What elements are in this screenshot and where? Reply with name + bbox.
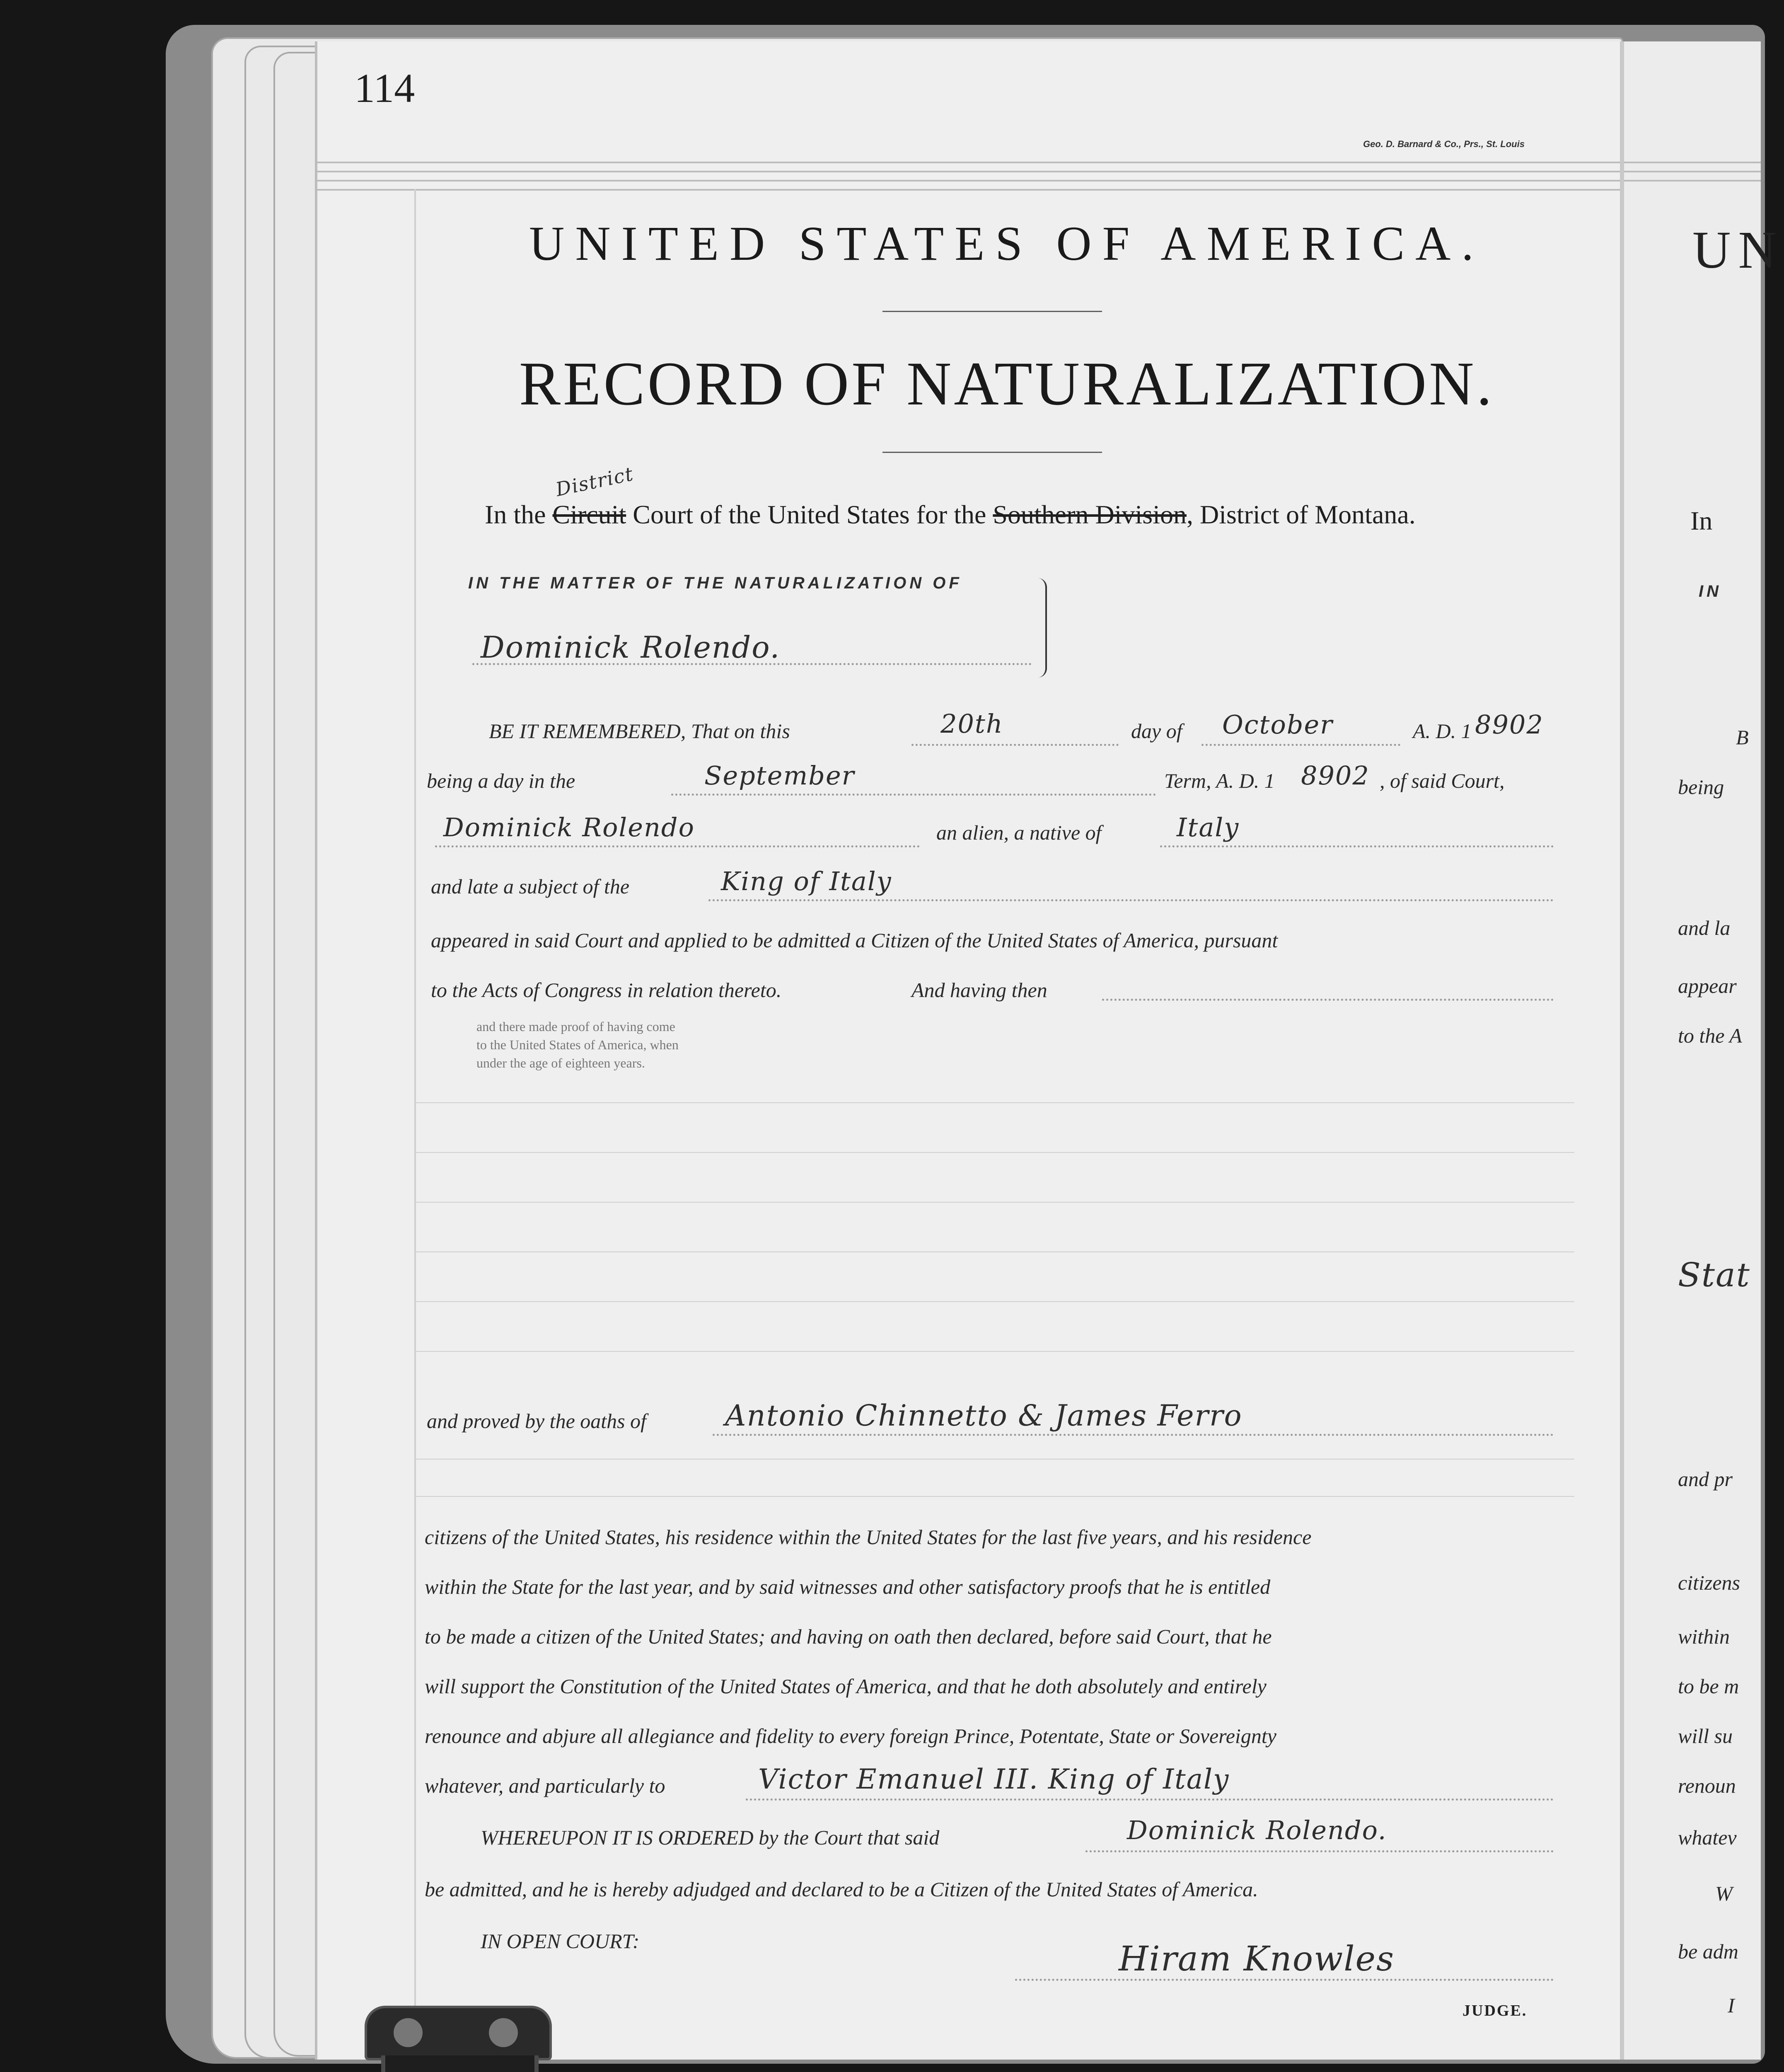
top-rule [315, 180, 1632, 182]
subject-underline [708, 899, 1554, 902]
next-page-will-su: will su [1678, 1724, 1733, 1748]
blank-line [414, 1202, 1574, 1203]
sovereign-value: Victor Emanuel III. King of Italy [758, 1763, 1230, 1795]
judge-label: JUDGE. [1462, 2002, 1528, 2019]
sovereign-underline [746, 1798, 1554, 1801]
next-page-matter: IN [1699, 582, 1722, 600]
next-page-to-the: to the A [1678, 1024, 1742, 1047]
witnesses-value: Antonio Chinnetto & James Ferro [725, 1399, 1243, 1433]
proof-note-line: to the United States of America, when [476, 1037, 679, 1052]
inserted-court-type: District [554, 462, 636, 501]
next-page-rule [1624, 162, 1761, 163]
blank-line [414, 1301, 1574, 1302]
having-then-underline [1102, 999, 1554, 1002]
next-page-in: In [1690, 506, 1713, 535]
open-court-label: IN OPEN COURT: [481, 1929, 640, 1953]
proof-note-line: under the age of eighteen years. [476, 1055, 645, 1070]
ordered-line-2: be admitted, and he is hereby adjudged and declared to be a Citizen of the United States of America. [425, 1878, 1258, 1901]
native-of-underline [1160, 845, 1554, 848]
judge-signature-line [1015, 1979, 1554, 1982]
heading-divider [882, 452, 1102, 453]
next-page-being: being [1678, 775, 1724, 799]
next-page-within: within [1678, 1625, 1730, 1648]
remembered-intro: BE IT REMEMBERED, That on this [489, 719, 790, 743]
next-page-whatev: whatev [1678, 1826, 1737, 1849]
body-line: citizens of the United States, his residence within the United States for the last five years, and his residence [425, 1525, 1312, 1549]
next-page-heading: UN [1692, 220, 1784, 279]
next-page-appear: appear [1678, 974, 1737, 997]
day-underline [911, 744, 1119, 747]
court-suffix: , District of Montana. [1186, 500, 1416, 529]
next-page [1620, 41, 1784, 2060]
of-said-court: , of said Court, [1380, 769, 1505, 792]
next-page-b: B [1736, 726, 1749, 749]
alien-name-underline [435, 845, 920, 848]
year-value: 8902 [1475, 709, 1544, 740]
term-value: September [704, 760, 855, 791]
next-page-to-be: to be m [1678, 1675, 1739, 1698]
ordered-name-value: Dominick Rolendo. [1127, 1815, 1387, 1845]
next-page-rule [1624, 180, 1761, 182]
blank-line [414, 1459, 1574, 1460]
binder-clip [365, 2006, 547, 2072]
left-margin-rule [414, 189, 416, 2050]
struck-division: Southern Division [993, 500, 1187, 529]
court-prefix: In the [485, 500, 546, 529]
next-page-and-la: and la [1678, 916, 1731, 939]
clip-hole [489, 2018, 518, 2047]
page-number: 114 [354, 65, 415, 111]
witnesses-underline [713, 1434, 1554, 1437]
whatever-label: whatever, and particularly to [425, 1774, 665, 1797]
an-alien-label: an alien, a native of [936, 821, 1102, 844]
month-underline [1201, 744, 1400, 747]
body-line: will support the Constitution of the United States of America, and that he doth absolutely and entirely [425, 1675, 1267, 1698]
applicant-name-underline [472, 663, 1032, 666]
matter-label: IN THE MATTER OF THE NATURALIZATION OF [468, 574, 962, 592]
heading-united-states: UNITED STATES OF AMERICA. [529, 216, 1484, 271]
next-page-w: W [1715, 1882, 1733, 1905]
top-rule [315, 189, 1632, 191]
native-of-value: Italy [1177, 812, 1240, 842]
printer-imprint: Geo. D. Barnard & Co., Prs., St. Louis [1363, 139, 1525, 149]
next-page-renoun: renoun [1678, 1774, 1736, 1797]
late-subject-label: and late a subject of the [431, 875, 630, 898]
ordered-underline [1085, 1850, 1554, 1853]
top-rule [315, 162, 1632, 163]
subject-value: King of Italy [721, 866, 892, 896]
term-underline [671, 794, 1156, 796]
clip-top [365, 2006, 552, 2060]
heading-divider [882, 311, 1102, 312]
acts-line: to the Acts of Congress in relation thereto. [431, 978, 782, 1002]
ordered-label: WHEREUPON IT IS ORDERED by the Court that said [481, 1826, 940, 1849]
clip-body [381, 2055, 539, 2072]
next-page-rule [1624, 171, 1761, 172]
judge-signature: Hiram Knowles [1119, 1939, 1395, 1979]
next-page-and-pr: and pr [1678, 1467, 1733, 1491]
next-page-stat: Stat [1678, 1256, 1750, 1294]
blank-line [414, 1496, 1574, 1497]
struck-court-type: Circuit [552, 500, 626, 529]
month-value: October [1222, 709, 1333, 740]
body-line: renounce and abjure all allegiance and fidelity to every foreign Prince, Potentate, State or Sovereignty [425, 1724, 1276, 1748]
having-then-label: And having then [911, 978, 1047, 1002]
blank-line [414, 1102, 1574, 1103]
body-line: within the State for the last year, and by said witnesses and other satisfactory proofs that he is entitled [425, 1575, 1271, 1598]
blank-line [414, 1251, 1574, 1252]
alien-name-value: Dominick Rolendo [443, 812, 695, 842]
day-value: 20th [940, 709, 1003, 739]
being-a-day-label: being a day in the [427, 769, 575, 792]
proof-note [476, 1017, 679, 1072]
next-page-ii: I [1728, 1994, 1735, 2017]
next-page-citizens: citizens [1678, 1571, 1740, 1594]
ad-label: A. D. 1 [1413, 719, 1472, 743]
term-label: Term, A. D. 1 [1164, 769, 1275, 792]
appeared-line: appeared in said Court and applied to be admitted a Citizen of the United States of America, pursuant [431, 929, 1278, 952]
day-of-label: day of [1131, 719, 1182, 743]
proof-note-line: and there made proof of having come [476, 1019, 675, 1034]
applicant-name-caption: Dominick Rolendo. [481, 630, 781, 665]
blank-line [414, 1351, 1574, 1352]
court-line [485, 499, 1416, 530]
blank-line [414, 1152, 1574, 1153]
next-page-be-adm: be adm [1678, 1940, 1738, 1963]
matter-bracket [1038, 578, 1047, 678]
oaths-label: and proved by the oaths of [427, 1409, 647, 1433]
top-rule [315, 171, 1632, 172]
clip-hole [394, 2018, 423, 2047]
court-middle: Court of the United States for the [633, 500, 986, 529]
heading-record: RECORD OF NATURALIZATION. [519, 349, 1495, 418]
term-year-value: 8902 [1301, 760, 1370, 791]
body-line: to be made a citizen of the United States; and having on oath then declared, before said Court, that he [425, 1625, 1272, 1648]
